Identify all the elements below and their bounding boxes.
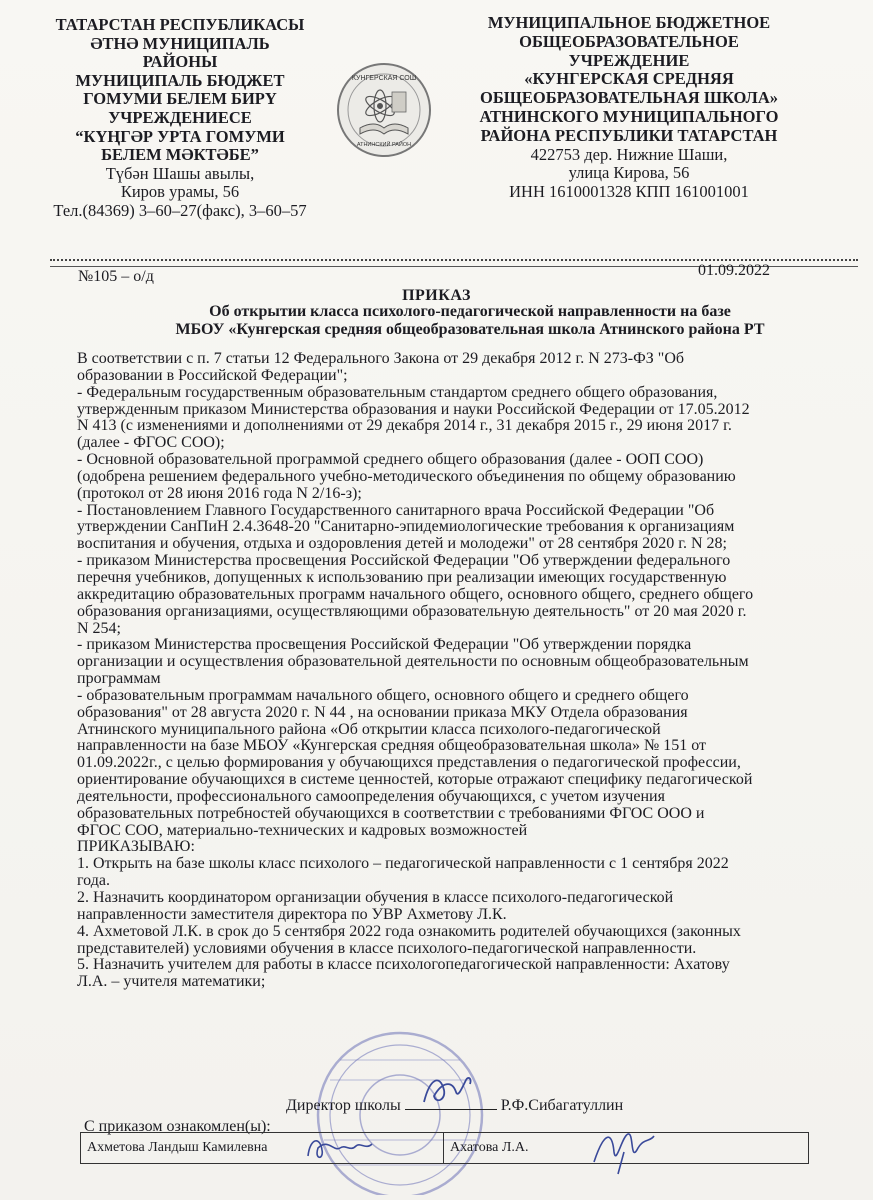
body-line: ФГОС СОО, материально-технических и кадровых возможностей — [77, 821, 528, 839]
header-russian-line: УЧРЕЖДЕНИЕ — [568, 50, 690, 70]
body-line: года. — [77, 872, 110, 890]
body-line: утверждении СанПиН 2.4.3648-20 "Санитарно-эпидемиологические требования к организациям — [77, 518, 735, 536]
header-tatar-line: РАЙОНЫ — [142, 52, 218, 72]
acknowledgement-person-2: Ахатова Л.А. — [450, 1140, 529, 1155]
body-line: (протокол от 28 июня 2016 года N 2/16-з); — [77, 484, 362, 502]
header-russian-address: улица Кирова, 56 — [568, 163, 690, 183]
body-line: (далее - ФГОС СОО); — [77, 434, 225, 452]
body-line: Атнинского муниципального района «Об открытии класса психолого-педагогической — [77, 720, 661, 738]
body-line: ориентирование обучающихся в системе ценностей, которые отражают специфику педагогической — [77, 771, 753, 789]
header-tatar-line: ТАТАРСТАН РЕСПУБЛИКАСЫ — [55, 15, 305, 34]
logo-top-text: КУНГЕРСКАЯ СОШ — [351, 75, 417, 82]
header-russian-line: ОБЩЕОБРАЗОВАТЕЛЬНОЕ — [519, 31, 739, 51]
body-line: организации и осуществления образовательной деятельности по основным общеобразовательным — [77, 653, 749, 671]
header-russian-tax-ids: ИНН 1610001328 КПП 161001001 — [509, 182, 749, 202]
header-russian-address: 422753 дер. Нижние Шаши, — [530, 144, 728, 164]
order-subtitle-line: Об открытии класса психолого-педагогической направленности на базе — [209, 303, 731, 320]
header-russian-line: ОБЩЕОБРАЗОВАТЕЛЬНАЯ ШКОЛА» — [480, 88, 778, 108]
body-line: N 254; — [77, 619, 121, 637]
body-line: воспитания и обучения, отдыха и оздоровления детей и молодежи" от 28 сентября 2020 г. N 28; — [77, 535, 727, 553]
body-line: деятельности, профессионального самоопределения обучающихся, с учетом изучения — [77, 787, 665, 805]
body-line: N 413 (с изменениями и дополнениями от 29 декабря 2014 г., 31 декабря 2015 г., 29 июня 2017 г. — [77, 417, 732, 435]
header-tatar — [30, 16, 330, 221]
header-tatar-address: Киров урамы, 56 — [120, 182, 240, 202]
body-line: 01.09.2022г., с целью формирования у обучающихся представления о педагогической профессии, — [77, 754, 741, 772]
body-line: образования организациями, осуществляющими образовательную деятельность" от 20 мая 2020 г. — [77, 602, 747, 620]
body-line: направленности заместителя директора по УВР Ахметову Л.К. — [77, 905, 507, 923]
body-line: утвержденным приказом Министерства образования и науки Российской Федерации от 17.05.2012 — [77, 400, 750, 418]
body-line: Л.А. – учителя математики; — [77, 973, 266, 991]
director-name: Р.Ф.Сибагатуллин — [500, 1097, 624, 1114]
body-line: направленности на базе МБОУ «Кунгерская средняя общеобразовательная школа» № 151 от — [77, 737, 706, 755]
body-line: 5. Назначить учителем для работы в классе психологопедагогической направленности: Ахатову — [77, 956, 730, 974]
body-line: - Основной образовательной программой среднего общего образования (далее - ООП СОО) — [77, 451, 704, 469]
body-line: В соответствии с п. 7 статьи 12 Федерального Закона от 29 декабря 2012 г. N 273-ФЗ "Об — [77, 350, 685, 367]
order-subtitle — [140, 303, 800, 338]
order-title: ПРИКАЗ — [402, 287, 471, 304]
header-tatar-line: МУНИЦИПАЛЬ БЮДЖЕТ — [75, 70, 285, 90]
body-line: - образовательным программам начального общего, основного общего и среднего общего — [77, 686, 689, 704]
header-tatar-line: БЕЛЕМ МӘКТӘБЕ” — [101, 145, 259, 165]
acknowledgement-table — [80, 1132, 809, 1164]
header-tatar-line: ӘТНӘ МУНИЦИПАЛЬ — [90, 33, 270, 53]
body-line: - Постановлением Главного Государственного санитарного врача Российской Федерации "Об — [77, 501, 715, 519]
header-russian-line: РАЙОНА РЕСПУБЛИКИ ТАТАРСТАН — [480, 125, 778, 145]
body-line: образования" от 28 августа 2020 г. N 44 , на основании приказа МКУ Отдела образования — [77, 703, 688, 721]
body-line: перечня учебников, допущенных к использованию при реализации имеющих государственную — [77, 568, 727, 586]
acknowledgement-person-1: Ахметова Ландыш Камилевна — [87, 1140, 268, 1155]
body-line: образовании в Российской Федерации"; — [77, 366, 348, 384]
header-tatar-line: УЧРЕЖДЕНИЕСЕ — [108, 107, 252, 127]
body-line: аккредитацию образовательных программ начального общего, основного общего, среднего общего — [77, 585, 754, 603]
order-date: 01.09.2022 — [698, 262, 770, 279]
signature-blank — [405, 1097, 497, 1110]
header-russian-line: «КУНГЕРСКАЯ СРЕДНЯЯ — [524, 69, 734, 89]
header-tatar-phone: Тел.(84369) 3–60–27(факс), 3–60–57 — [53, 200, 307, 220]
header-tatar-line: “КҮҢГӘР УРТА ГОМУМИ — [75, 126, 285, 146]
body-line: 4. Ахметовой Л.К. в срок до 5 сентября 2022 года ознакомить родителей обучающихся (законных — [77, 922, 741, 940]
logo-bottom-text: АТНИНСКИЙ РАЙОН — [356, 142, 412, 148]
body-line: образовательных потребностей обучающихся в соответствии с требованиями ФГОС ООО и — [77, 804, 705, 822]
header-tatar-line: ГОМУМИ БЕЛЕМ БИРҮ — [83, 89, 277, 109]
header-tatar-address: Түбән Шашы авылы, — [105, 163, 255, 183]
order-number: №105 – о/д — [78, 268, 154, 285]
body-line: программам — [77, 670, 161, 688]
header-russian-line: МУНИЦИПАЛЬНОЕ БЮДЖЕТНОЕ — [487, 13, 771, 32]
body-line: - приказом Министерства просвещения Российской Федерации "Об утверждении порядка — [77, 636, 692, 654]
school-logo — [336, 62, 432, 158]
body-line: - приказом Министерства просвещения Российской Федерации "Об утверждении федерального — [77, 552, 731, 570]
acknowledgement-label: С приказом ознакомлен(ы): — [84, 1118, 271, 1135]
body-line: (одобрена решением федерального учебно-методического объединения по общему образованию — [77, 467, 736, 485]
person2-signature — [588, 1122, 660, 1178]
building-icon — [392, 92, 406, 112]
order-subtitle-line: МБОУ «Кунгерская средняя общеобразовательная школа Атнинского района РТ — [175, 320, 765, 338]
body-line: ПРИКАЗЫВАЮ: — [77, 838, 195, 856]
director-role: Директор школы — [286, 1097, 401, 1114]
body-line: 1. Открыть на базе школы класс психолого – педагогической направленности с 1 сентября 2022 — [77, 855, 729, 873]
director-signature-line — [286, 1097, 623, 1115]
body-line: 2. Назначить координатором организации обучения в классе психолого-педагогической — [77, 889, 674, 906]
header-russian-line: АТНИНСКОГО МУНИЦИПАЛЬНОГО — [479, 106, 779, 126]
body-line: - Федеральным государственным образовательным стандартом среднего общего образования, — [77, 383, 718, 401]
acknowledgement-cell — [81, 1133, 444, 1164]
order-body — [77, 351, 807, 991]
table-row — [81, 1133, 809, 1164]
body-line: представителей) условиями обучения в классе психолого-педагогической направленности. — [77, 939, 697, 957]
header-russian — [445, 14, 813, 202]
person1-signature — [300, 1126, 378, 1170]
